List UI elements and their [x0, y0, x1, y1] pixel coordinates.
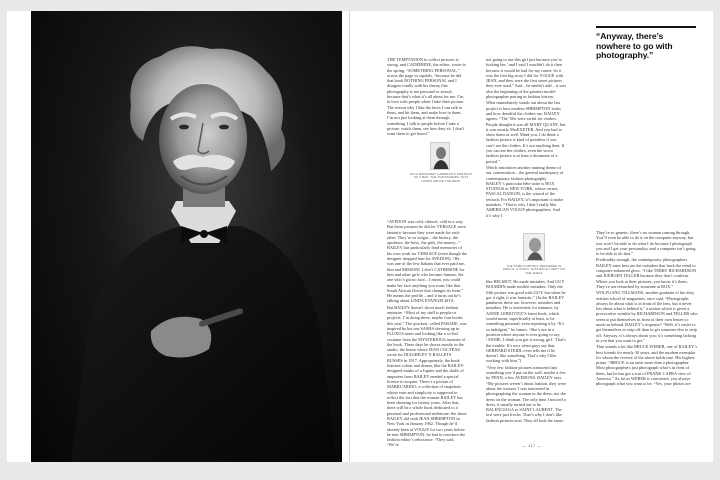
- figure-caption-2: THE SAME PORTRAIT RENDERED IN PENCIL, A STUDY THAT BAILEY KEPT ON THE SHELF: [503, 264, 565, 275]
- body-column-1: [387, 57, 467, 137]
- paragraph: They’re so generic, there’s no woman coming through. You’ll even be able to do it on the computer anyway, but you won’t be able to do what I do because I photograph you and I get your personality, and a computer isn’t going to be able to do that.”: [596, 230, 696, 257]
- pull-quote: “Anyway, there’s nowhere to go with photography.”: [596, 31, 673, 61]
- paragraph: WOLFGANG TILLMANS, another graduate of the dirty realism school of magazines, once said, “Photographs always lie about what is in front of the lens, but it never lies about what is behind it,” a notion which is given a provocative wrinkle by RICHARDSON and TELLER who seem to put themselves in front of their own lenses so much as behind. BAILEY’s response? “Well, it’s easier to get themselves to strip off than to get someone else to strip off. Anyway, it’s always about you; it’s something lacking in you that you want to get.”: [596, 290, 698, 343]
- pull-quote-rule: [596, 26, 696, 28]
- body-column-2: [486, 57, 566, 219]
- paragraph: That sounds a lot like BRUCE WEBER, one of BAILEY’s best friends for nearly 30 years, and the modern exemplar for whom the reverse of the above holds true. His highest praise. “BRUCE is an artist more than a photographer. Most photographers just photograph what’s in front of them, but he has got a sort of FRANK CAPRA view of America.” As far as WEBER is concerned, you always photograph what you want to be. “Yes, your photos are: [596, 344, 698, 387]
- inset-photo-2: [523, 233, 545, 261]
- body-column-1-continued: [387, 219, 467, 449]
- paragraph: But BAILEY doesn’t shoot much fashion anymore. “Most of my stuff is people or projects. I’m doing three, maybe four books this year.” The quickest, called PARADE, was inspired by his son SASHA dressing up in FLUXUS notes and looking like a so-bid costume from the MYSTERIOUS moment of the book. These days he shoots mostly in the studio, the house where JEAN COCTEAU wrote for DIAGHILEV’S BALLETS RUSSES in 1917. Appropriately, the book features colour and drama, like the BAILEY-designed masks of a Jupiter and the skulls of amputees from BAILEY needed a special licence to acquire. There’s a picture of MARKCARINO, a collection of snapshots whose ease and simplicity is supposed to reflect the fact that the woman BAILEY has been shooting for twenty years. After that, there will be a whole book dedicated to a personal and professional milestone: the shoot BAILEY did with JEAN SHRIMPTON in New York in January 1962. Though he’d already been at VOGUE for two years before he met SHRIMPTON, he had to convince the fashion editor’s reluctance. “They said, ‘We’re: [387, 304, 467, 448]
- paragraph: “Very few fashion pictures transcend into something you’d put on the wall, maybe a few by PENN, a few AVEDONS. BAILEY says. “My pictures weren’t about fashion, they were about the women. I was interested in photographing the woman in the dress, not the dress on the woman. The only time I noticed a dress, it usually turned out to be BALENCIAGA or SAINT LAURENT. The rest were just frocks. That’s why I don’t like fashion pictures now. They all look the same.: [486, 364, 566, 423]
- right-page: [350, 11, 713, 462]
- portrait-photo: [31, 11, 342, 462]
- paragraph: THE TEMPTATION to collect pictures is strong, and CATHERINE, the editor, wrote in the spring, “SOMETHING PERSONAL,” across the page in capitals, “because he did that book NOTHING PERSONAL and I disagree totally with his theory that photography is not personal or sexual, because that’s what it’s all about for me. I’m in love with people when I take their picture. The reason why I like the faces I can talk to them, and hit them, and make love to them, I’m not just looking at them through something. I talk to people before I take a picture, watch them, see how they sit. I don’t want them to get bored.”: [387, 57, 466, 137]
- paragraph: Which introduces another running theme of our conversation – the general inadequacy of contemporary fashion photography. BAILEY’s particular bête noire is BOX STUDIOS in NEW YORK, whose owner, PASCAL DANGIN, is the wizard of the retouch. For BAILEY, it’s important to make mistakes. “That is why I don’t really like AMERICAN VOGUE photographers. And it’s why I: [486, 164, 564, 218]
- page-number: — 117 —: [522, 444, 542, 448]
- left-page: [7, 11, 349, 462]
- inset-portrait-1: [431, 143, 450, 170]
- portrait-illustration: [31, 11, 342, 462]
- paragraph: What immediately stands out about the last project is how modern SHRIMPTON looks and how dreadful the clothes are, BAILEY agrees. “The ’60s were awful for clothes. People thought it was all MARY QUANT, but it was mostly MrsEXETER. And you had to show them as well. Mind you, I do think a fashion picture is kind of pointless if you can’t see the clothes. It’s not anything then. If you can see the clothes, even the worst fashion picture is at least a document of a period.”: [486, 100, 566, 164]
- inset-photo-1: [430, 142, 450, 170]
- figure-caption-1: JULIA MARGARET CAMERON’S PORTRAIT OF A MAN, THE PHOTOGRAPH THAT HANGS ABOVE THE DESK: [409, 172, 473, 183]
- paragraph: like HELMUT. He made mistakes. And GUY BOURDIN made terrible mistakes. Only the fifth picture was good with GUY, but when he got it right, it was fantastic.” (In the BAILEY pantheon, these are, however, mistakes and mistakes. He is interested, for instance, by ANNIE LEIBOVITZ’S latest book, which would mean, superficially at least, to be something personal, even repeating it by “It’s so indulgent,” he fumes. “She’s not in a position where anyone is ever going to say, ‘ANNIE, I think you got it wrong, girl.’ That’s the trouble. It’s nice when guys say that. GERHARD STEIDL even tells me if he doesn’t like something. That’s why I like working with him.”): [486, 279, 566, 364]
- inset-portrait-2: [524, 234, 545, 261]
- body-column-2-continued: [486, 279, 566, 424]
- magazine-spread: [7, 11, 713, 462]
- paragraph: Predictably enough, the contemporary photographers BAILEY rates best are the outsiders that buck the trend to computer-enhanced gloss. “I like TERRY RICHARDSON and JUERGEN TELLER because they don’t conform. Where you look at their pictures, you know it’s them. They’re not retouched by someone at BOX.”: [596, 257, 697, 289]
- body-column-3: [596, 230, 698, 388]
- paragraph: not going to use this girl just because you’re fucking her,’ and I said I wouldn’t do it then because it would be bad for my career. So it was the first big story I did for VOGUE with JEAN, and they were the first street pictures they ever used.” And – he needn’t add – it was also the beginning of the greatest model-photographer pairing in fashion history.: [486, 57, 566, 100]
- paragraph: “AVEDON was cold, clinical, cold in a way. But those pictures he did for VERSACE were fantastic because they were made for each other. They’re so vulgar – the history, the opulence, the boys, the girls, the money...” BAILEY has particularly fond memories of his own work for VERSACE (even though the designer dropped him for AVEDON). “He was one of the few Italians that ever paid me, him and MISSONI. I don’t CATHERINE for him and other girls who became famous, the one who’s got no face... I mean, you could make her face anything you want, like that South African flower that changes its form.” He means the profile – and it turns out he’s talking about LINDA EVANGELISTA.: [387, 219, 468, 304]
